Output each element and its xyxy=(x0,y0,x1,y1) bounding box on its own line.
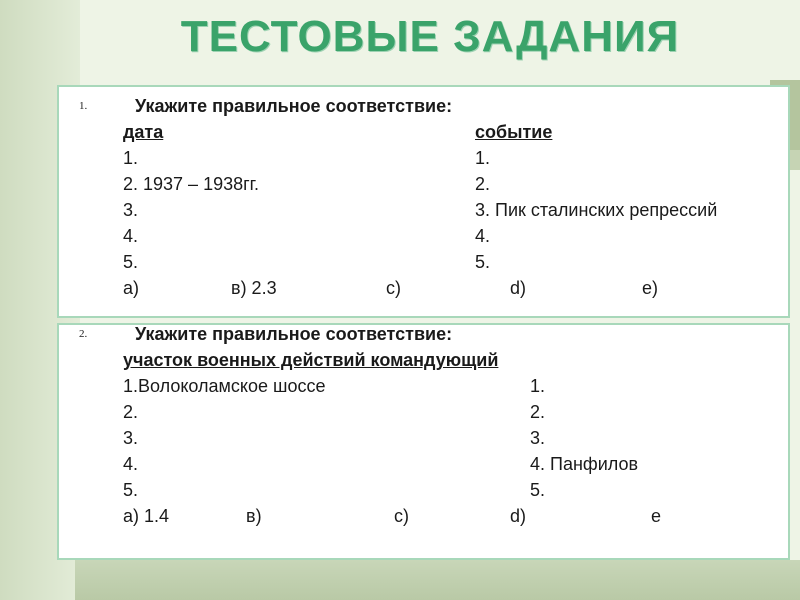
answer-b: в) xyxy=(246,506,262,526)
task-2-answers-row xyxy=(59,503,788,529)
row-left-cell: 3. xyxy=(123,200,139,220)
column-header-event: событие xyxy=(475,122,553,142)
column-headers: участок военных действий командующий xyxy=(123,350,499,370)
table-row xyxy=(59,425,788,451)
background-stripe-bottom xyxy=(75,560,800,600)
table-row xyxy=(59,171,788,197)
row-left-cell: 1.Волоколамское шоссе xyxy=(123,376,326,396)
task-1-number: 1. xyxy=(79,100,88,112)
row-right-cell: 1. xyxy=(530,376,546,396)
answer-d: d) xyxy=(510,278,527,298)
task-2-heading-row xyxy=(59,321,788,347)
task-1-column-headers xyxy=(59,119,788,145)
task-2-heading: Укажите правильное соответствие: xyxy=(135,324,453,344)
table-row xyxy=(59,223,788,249)
row-left-cell: 5. xyxy=(123,252,139,272)
table-row xyxy=(59,249,788,275)
task-2-column-headers xyxy=(59,347,788,373)
row-left-cell: 4. xyxy=(123,226,139,246)
answer-c: с) xyxy=(394,506,409,526)
table-row xyxy=(59,399,788,425)
task-1-box xyxy=(57,85,790,318)
row-left-cell: 2. 1937 – 1938гг. xyxy=(123,174,260,194)
row-left-cell: 1. xyxy=(123,148,139,168)
row-right-cell: 1. xyxy=(475,148,491,168)
answer-d: d) xyxy=(510,506,527,526)
answer-e: е xyxy=(651,506,662,526)
answer-a: а) xyxy=(123,278,140,298)
answer-b: в) 2.3 xyxy=(231,278,277,298)
row-right-cell: 3. xyxy=(530,428,546,448)
task-1-answers-row xyxy=(59,275,788,301)
answer-c: с) xyxy=(386,278,401,298)
row-right-cell: 2. xyxy=(530,402,546,422)
row-right-cell: 3. Пик сталинских репрессий xyxy=(475,200,718,220)
row-right-cell: 5. xyxy=(475,252,491,272)
task-1-heading: Укажите правильное соответствие: xyxy=(135,96,453,116)
row-left-cell: 2. xyxy=(123,402,139,422)
row-right-cell: 4. Панфилов xyxy=(530,454,639,474)
row-right-cell: 5. xyxy=(530,480,546,500)
table-row xyxy=(59,145,788,171)
row-left-cell: 5. xyxy=(123,480,139,500)
table-row xyxy=(59,477,788,503)
column-header-date: дата xyxy=(123,122,164,142)
task-1-heading-row xyxy=(59,93,788,119)
table-row xyxy=(59,373,788,399)
task-2-box xyxy=(57,323,790,560)
row-right-cell: 2. xyxy=(475,174,491,194)
row-left-cell: 3. xyxy=(123,428,139,448)
table-row xyxy=(59,451,788,477)
answer-a: а) 1.4 xyxy=(123,506,170,526)
row-right-cell: 4. xyxy=(475,226,491,246)
task-2-number: 2. xyxy=(79,328,88,340)
row-left-cell: 4. xyxy=(123,454,139,474)
table-row xyxy=(59,197,788,223)
slide-title: ТЕСТОВЫЕ ЗАДАНИЯ xyxy=(180,12,680,61)
answer-e: е) xyxy=(642,278,659,298)
